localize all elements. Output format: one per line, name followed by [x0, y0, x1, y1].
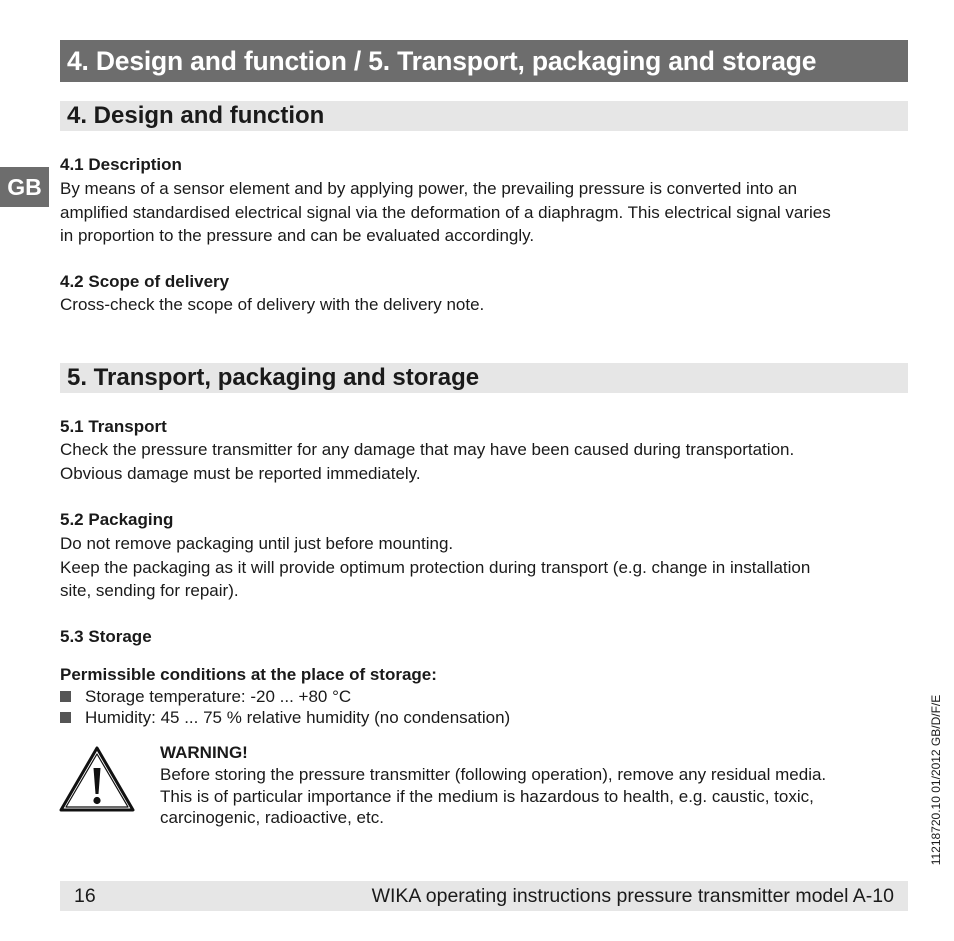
square-bullet-icon — [60, 712, 71, 723]
packaging-paragraph — [60, 532, 910, 603]
heading-4-2: 4.2 Scope of delivery — [60, 272, 230, 291]
warning-line: carcinogenic, radioactive, etc. — [160, 808, 384, 827]
section-4-title: 4. Design and function — [60, 101, 908, 131]
document-code: 11218720.10 01/2012 GB/D/F/E — [929, 694, 943, 866]
footer-text: WIKA operating instructions pressure transmitter model A-10 — [371, 885, 894, 907]
transport-line: Obvious damage must be reported immediately. — [60, 463, 421, 483]
heading-4-1: 4.1 Description — [60, 155, 182, 174]
heading-5-3: 5.3 Storage — [60, 627, 152, 646]
description-line: amplified standardised electrical signal via the deformation of a diaphragm. This electrical signal varies — [60, 202, 831, 222]
packaging-line: Do not remove packaging until just before mounting. — [60, 534, 454, 553]
page-title: 4. Design and function / 5. Transport, packaging and storage — [60, 40, 908, 82]
transport-line: Check the pressure transmitter for any damage that may have been caused during transportation. — [60, 440, 795, 459]
language-tab: GB — [0, 167, 49, 207]
heading-5-2: 5.2 Packaging — [60, 510, 174, 529]
description-paragraph — [60, 177, 910, 248]
warning-triangle-icon — [58, 744, 136, 814]
packaging-line: site, sending for repair). — [60, 581, 239, 600]
list-item-text: Humidity: 45 ... 75 % relative humidity (no condensation) — [85, 708, 511, 727]
warning-line: This is of particular importance if the medium is hazardous to health, e.g. caustic, toxic, — [160, 786, 814, 806]
warning-text — [160, 764, 880, 829]
page-number: 16 — [74, 885, 96, 907]
scope-paragraph — [60, 293, 910, 317]
description-line: in proportion to the pressure and can be evaluated accordingly. — [60, 226, 535, 245]
heading-5-1: 5.1 Transport — [60, 417, 167, 436]
square-bullet-icon — [60, 691, 71, 702]
warning-line: Before storing the pressure transmitter (following operation), remove any residual media. — [160, 765, 827, 784]
list-item — [60, 686, 351, 707]
scope-line: Cross-check the scope of delivery with the delivery note. — [60, 295, 485, 314]
transport-paragraph — [60, 438, 910, 485]
page-footer — [60, 881, 908, 911]
packaging-line: Keep the packaging as it will provide optimum protection during transport (e.g. change in installation — [60, 557, 811, 577]
storage-conditions-heading: Permissible conditions at the place of storage: — [60, 665, 437, 684]
list-item-text: Storage temperature: -20 ... +80 °C — [85, 687, 352, 706]
description-line: By means of a sensor element and by applying power, the prevailing pressure is converted into an — [60, 179, 798, 198]
section-5-title: 5. Transport, packaging and storage — [60, 363, 908, 393]
list-item — [60, 707, 510, 728]
warning-title: WARNING! — [160, 743, 248, 762]
